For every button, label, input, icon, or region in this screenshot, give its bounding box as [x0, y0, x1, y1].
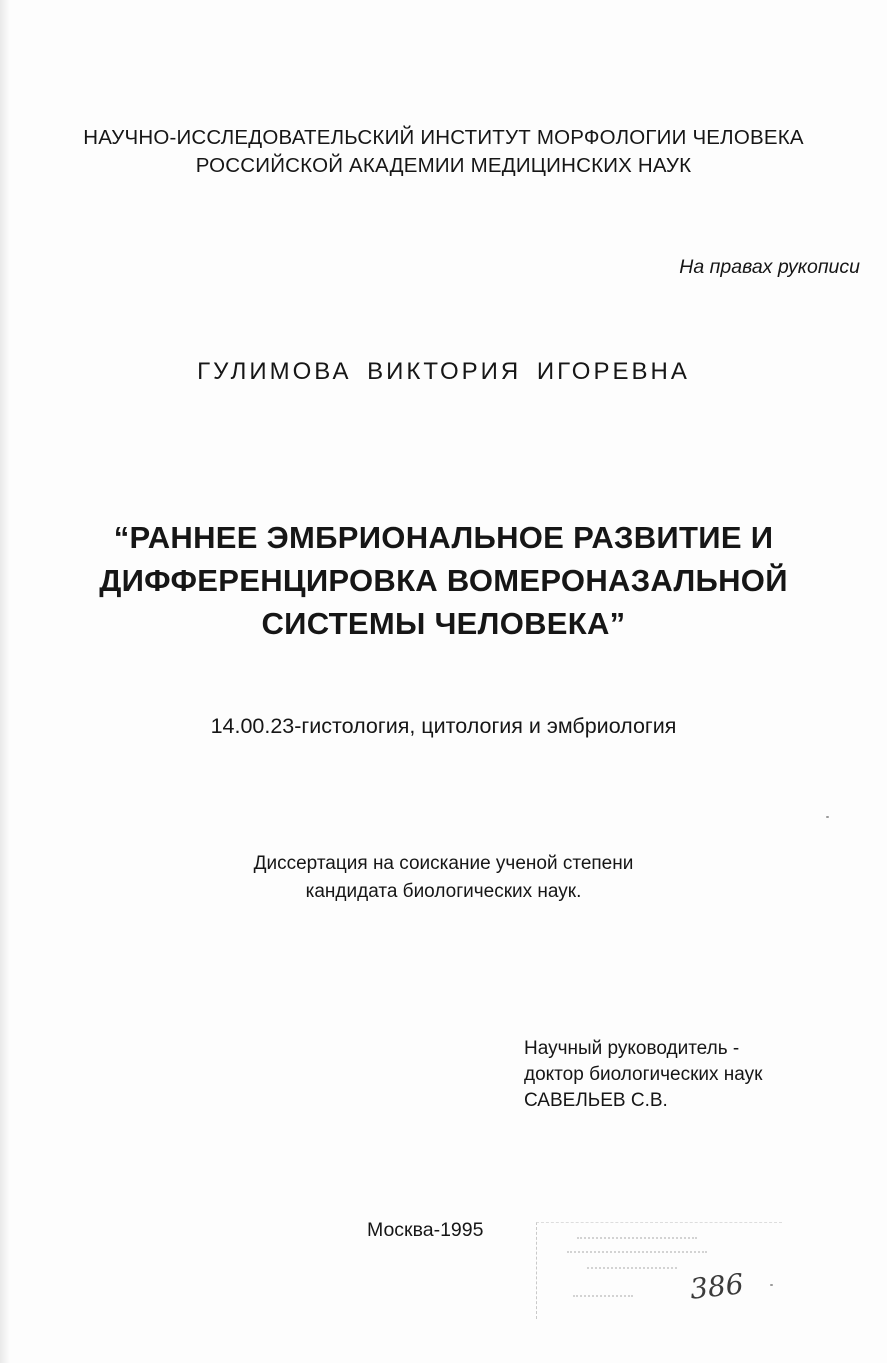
stamp-faded-line: [587, 1267, 677, 1269]
scan-edge-shadow: [0, 0, 10, 1363]
title-line-2: ДИФФЕРЕНЦИРОВКА ВОМЕРОНАЗАЛЬНОЙ: [99, 563, 788, 598]
city-and-year: Москва-1995: [367, 1219, 484, 1241]
stamp-faded-line: [573, 1295, 633, 1297]
institute-name: [0, 124, 887, 180]
degree-line-2: кандидата биологических наук.: [305, 881, 582, 902]
library-stamp: [536, 1222, 782, 1319]
title-line-1: “РАННЕЕ ЭМБРИОНАЛЬНОЕ РАЗВИТИЕ И: [113, 520, 774, 555]
stamp-faded-line: [577, 1237, 697, 1239]
manuscript-rights-note: На правах рукописи: [679, 256, 860, 278]
title-line-3: СИСТЕМЫ ЧЕЛОВЕКА”: [261, 606, 626, 641]
stamp-faded-line: [567, 1251, 707, 1253]
scientific-supervisor: [524, 1036, 762, 1114]
degree-statement: [0, 850, 887, 906]
scan-speck: [826, 816, 829, 818]
handwritten-shelf-mark: 386: [688, 1267, 746, 1306]
scan-speck: [770, 1284, 773, 1286]
supervisor-degree: доктор биологических наук: [524, 1064, 763, 1085]
institute-line-2: РОССИЙСКОЙ АКАДЕМИИ МЕДИЦИНСКИХ НАУК: [195, 154, 692, 177]
dissertation-title: [0, 516, 887, 645]
institute-line-1: НАУЧНО-ИССЛЕДОВАТЕЛЬСКИЙ ИНСТИТУТ МОРФОЛОГИИ ЧЕЛОВЕКА: [83, 126, 804, 149]
supervisor-name: САВЕЛЬЕВ С.В.: [524, 1090, 668, 1111]
supervisor-role: Научный руководитель -: [524, 1038, 740, 1059]
specialty-code: 14.00.23-гистология, цитология и эмбриология: [210, 714, 677, 738]
degree-line-1: Диссертация на соискание ученой степени: [253, 853, 634, 874]
author-name: ГУЛИМОВА ВИКТОРИЯ ИГОРЕВНА: [197, 358, 690, 385]
